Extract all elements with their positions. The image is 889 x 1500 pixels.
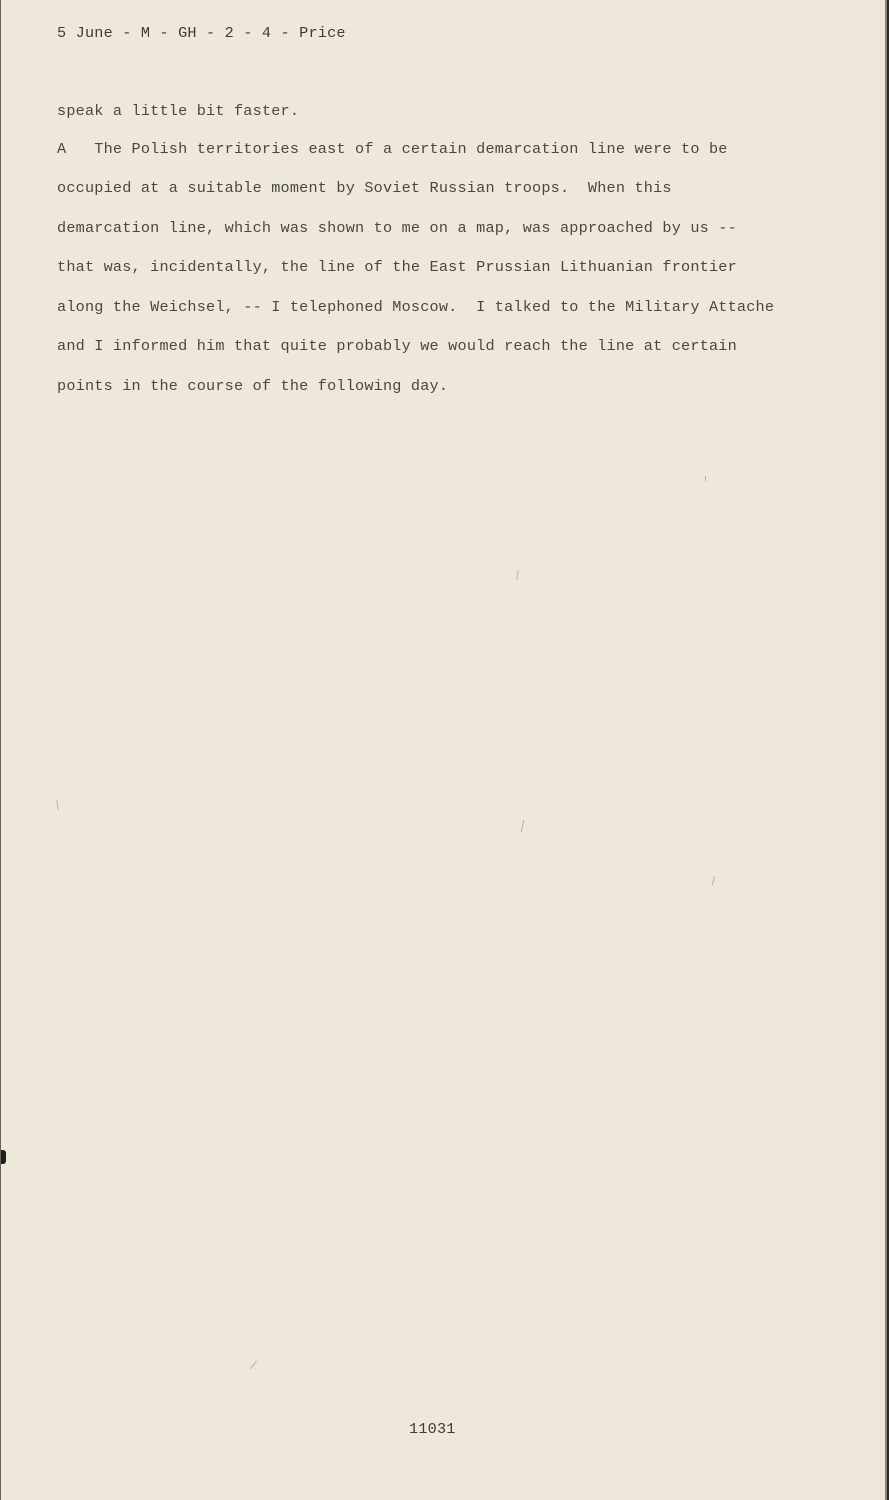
paper-speck bbox=[705, 476, 706, 481]
page-number: 11031 bbox=[409, 1420, 456, 1438]
binding-mark bbox=[1, 1150, 6, 1164]
opening-line: speak a little bit faster. bbox=[57, 102, 300, 120]
paragraph-line: and I informed him that quite probably we would reach the line at certain bbox=[57, 337, 737, 355]
paper-speck bbox=[516, 570, 519, 580]
paragraph-line: occupied at a suitable moment by Soviet Russian troops. When this bbox=[57, 179, 672, 197]
paper-speck bbox=[250, 1361, 257, 1369]
paragraph-line: points in the course of the following day. bbox=[57, 377, 449, 395]
answer-paragraph bbox=[57, 140, 775, 395]
paragraph-line: along the Weichsel, -- I telephoned Moscow. I talked to the Military Attache bbox=[57, 298, 775, 316]
paragraph-line: A The Polish territories east of a certain demarcation line were to be bbox=[57, 140, 728, 158]
paper-speck bbox=[521, 820, 524, 832]
paragraph-line: demarcation line, which was shown to me on a map, was approached by us -- bbox=[57, 219, 737, 237]
page-header: 5 June - M - GH - 2 - 4 - Price bbox=[57, 24, 346, 42]
paragraph-line: that was, incidentally, the line of the East Prussian Lithuanian frontier bbox=[57, 258, 737, 276]
paper-speck bbox=[712, 876, 715, 885]
paper-speck bbox=[56, 800, 59, 810]
